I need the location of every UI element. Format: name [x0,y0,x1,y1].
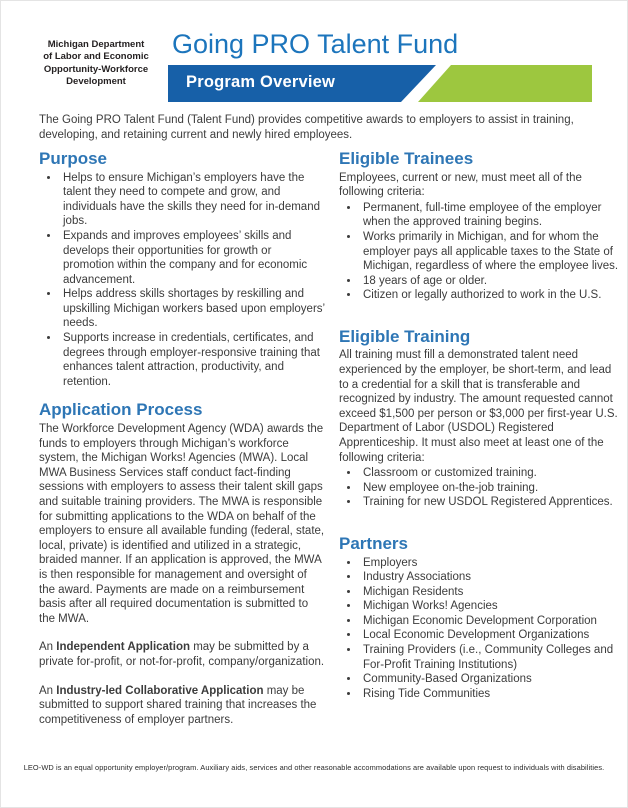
list-item: • Rising Tide Communities [360,687,619,702]
collaborative-prefix: An [39,684,57,697]
eligible-training-bullet-list [339,466,619,510]
org-name-line: Opportunity-Workforce [43,63,149,75]
program-overview-banner [168,65,592,102]
banner-label: Program Overview [186,73,336,91]
list-item: • Training for new USDOL Registered Apprentices. [360,495,619,510]
section-eligible-trainees [339,149,619,303]
partners-heading: Partners [339,533,408,553]
list-item: • Supports increase in credentials, certificates, and degrees through employer-responsive training that enhances talent attraction, productivity, and retention. [60,331,325,389]
purpose-heading: Purpose [39,149,108,168]
list-item: • Employers [360,556,619,571]
org-name-line: of Labor and Economic [43,51,149,63]
list-item: • Classroom or customized training. [360,466,619,481]
list-item: • Helps to ensure Michigan’s employers have the talent they need to compete and grow, and individuals have the skills they need for in-demand jobs. [60,171,325,229]
list-item: • Helps address skills shortages by reskilling and upskilling Michigan workers based upon employers’ needs. [60,287,325,331]
list-item: • Michigan Residents [360,585,619,600]
section-eligible-training [339,327,619,510]
eligible-training-intro: All training must fill a demonstrated talent need experienced by the employer, be short-term, and lead to a credential for a skill that is transferable and recognized by industry. The amount requested cannot exceed $1,500 per person or $3,000 per first-year U.S. Department of Labor (USDOL) Registered Apprenticeship. It must also meet at least one of the following criteria: [339,349,618,464]
eligible-trainees-intro: Employees, current or new, must meet all of the following criteria: [339,171,582,199]
list-item: • Industry Associations [360,570,619,585]
list-item: • Permanent, full-time employee of the employer when the approved training begins. [360,201,619,230]
page-title: Going PRO Talent Fund [172,29,459,59]
org-name-line: Michigan Department [47,39,145,50]
intro-paragraph: The Going PRO Talent Fund (Talent Fund) provides competitive awards to employers to assist in training, developing, and retaining current and newly hired employees. [39,114,574,141]
right-column [339,149,619,712]
section-application-process [39,400,325,727]
list-item: • Training Providers (i.e., Community Colleges and For-Profit Training Institutions) [360,643,619,672]
list-item: • Citizen or legally authorized to work in the U.S. [360,288,619,303]
partners-bullet-list [339,556,619,702]
left-column [39,149,325,738]
list-item: • New employee on-the-job training. [360,481,619,496]
section-purpose [39,149,325,389]
eligible-trainees-heading: Eligible Trainees [339,149,474,168]
org-name-block [23,39,169,88]
spacer [339,521,619,534]
list-item: • Local Economic Development Organizations [360,628,619,643]
list-item: • Michigan Economic Development Corporation [360,614,619,629]
list-item: • Michigan Works! Agencies [360,599,619,614]
list-item: • Expands and improves employees’ skills and develops their opportunities for growth or promotion within the company and for economic advancement. [60,229,325,287]
list-item: • Community-Based Organizations [360,672,619,687]
application-process-heading: Application Process [39,400,203,420]
section-partners [339,534,619,701]
purpose-bullet-list [39,171,325,390]
list-item: • 18 years of age or older. [360,274,619,289]
application-process-body: The Workforce Development Agency (WDA) awards the funds to employers through Michigan’s workforce system, the Michigan Works! Agencies (MWA). Local MWA Business Services staff conduct fact-finding sessions with employers to assess their talent skill gaps and suitable training providers. The MWA is responsible for submitting applications to the WDA on behalf of the employers to ensure all available funding (federal, state, local, private) is identified and utilized in a strategic, braided manner. If an application is approved, the MWA is then responsible for management and oversight of the award. Payments are made on a reimbursement basis after all required documentation is submitted to the MWA. [39,423,325,625]
equal-opportunity-footer: LEO-WD is an equal opportunity employer/program. Auxiliary aids, services and other reasonable accommodations are available upon request to individuals with disabilities. [23,763,605,772]
collaborative-application-paragraph [39,684,325,728]
collaborative-rest: may be submitted to support shared training that increases the competitiveness of employer partners. [39,684,317,726]
org-name-line: Development [66,76,126,88]
list-item: • Works primarily in Michigan, and for whom the employer pays all applicable taxes to the State of Michigan, regardless of where the employee lives. [360,230,619,274]
independent-bold-term: Independent Application [56,641,191,654]
independent-application-paragraph [39,640,325,669]
spacer [339,314,619,327]
independent-rest: may be submitted by a private for-profit, or not-for-profit, company/organization. [39,641,325,668]
collaborative-bold-term: Industry-led Collaborative Application [56,684,264,697]
independent-prefix: An [39,641,57,654]
eligible-training-heading: Eligible Training [339,326,471,346]
eligible-trainees-bullet-list [339,201,619,303]
